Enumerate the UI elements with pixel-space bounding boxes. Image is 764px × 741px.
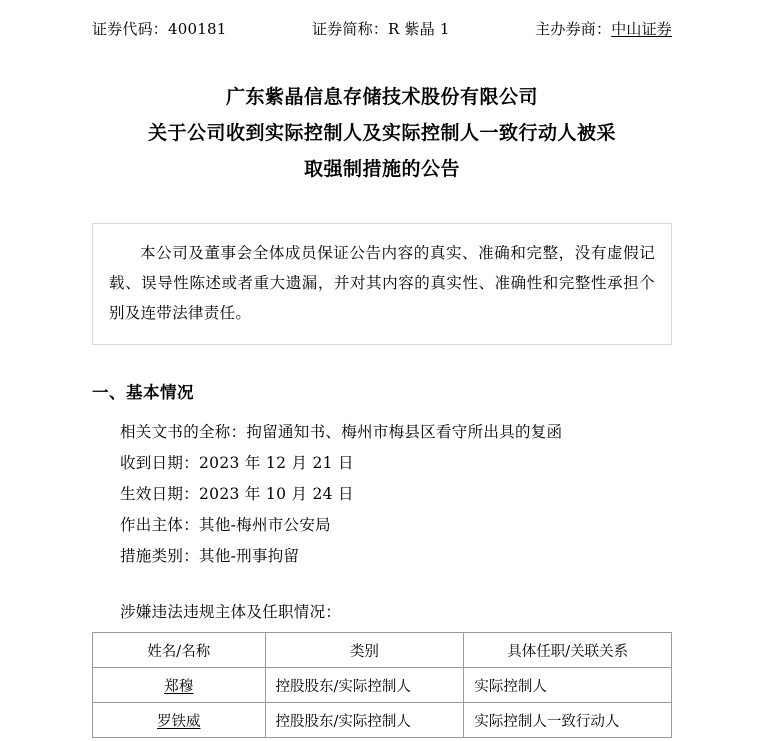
info-row-document-name [120,417,672,448]
info-label-measure-type: 措施类别： [120,547,200,565]
cell-person-name [93,668,266,703]
security-abbr-value: R 紫晶 1 [388,20,450,38]
sponsor-broker-label: 主办券商： [535,20,612,38]
title-line-1: 广东紫晶信息存储技术股份有限公司 [225,86,538,108]
security-code [92,18,226,39]
table-row [93,668,672,703]
info-value-issuing-authority: 其他-梅州市公安局 [199,516,331,534]
people-table [92,632,672,738]
info-label-received-date: 收到日期： [120,454,200,472]
cell-person-role: 实际控制人一致行动人 [464,703,672,738]
info-label-document-name: 相关文书的全称： [120,423,247,441]
document-header [92,0,672,39]
people-table-head [93,633,672,668]
cell-person-type: 控股股东/实际控制人 [265,703,464,738]
people-table-wrapper [92,632,672,738]
document-title [92,79,672,187]
info-row-effective-date [120,479,672,510]
person-name-link-1[interactable]: 郑穆 [164,678,194,695]
title-line-2: 关于公司收到实际控制人及实际控制人一致行动人被采 [147,122,616,144]
cell-person-role: 实际控制人 [464,668,672,703]
info-row-issuing-authority [120,510,672,541]
section-heading-basic-info: 一、基本情况 [92,383,194,402]
column-header-type: 类别 [265,633,464,668]
info-value-document-name: 拘留通知书、梅州市梅县区看守所出具的复函 [246,423,563,441]
info-value-measure-type: 其他-刑事拘留 [199,547,300,565]
info-row-measure-type [120,541,672,572]
person-name-link-2[interactable]: 罗铁威 [157,713,201,730]
people-table-body [93,668,672,738]
sponsor-broker [535,18,672,39]
security-code-label: 证券代码： [92,20,169,38]
cell-person-type: 控股股东/实际控制人 [265,668,464,703]
info-label-issuing-authority: 作出主体： [120,516,200,534]
disclaimer-box [92,223,672,345]
column-header-role: 具体任职/关联关系 [464,633,672,668]
table-header-row [93,633,672,668]
info-value-effective-date: 2023 年 10 月 24 日 [199,485,354,503]
security-code-value: 400181 [168,20,227,38]
column-header-name: 姓名/名称 [93,633,266,668]
sponsor-broker-value: 中山证券 [611,20,672,38]
cell-person-name [93,703,266,738]
title-line-3: 取强制措施的公告 [303,158,460,180]
info-row-received-date [120,448,672,479]
security-abbr [312,18,450,39]
table-caption: 涉嫌违法违规主体及任职情况： [120,603,342,621]
disclaimer-text: 本公司及董事会全体成员保证公告内容的真实、准确和完整，没有虚假记载、误导性陈述或者重大遗漏，并对其内容的真实性、准确性和完整性承担个别及连带法律责任。 [109,244,655,322]
security-abbr-label: 证券简称： [312,20,389,38]
basic-info-list [92,417,672,572]
table-row [93,703,672,738]
info-label-effective-date: 生效日期： [120,485,200,503]
info-value-received-date: 2023 年 12 月 21 日 [199,454,354,472]
